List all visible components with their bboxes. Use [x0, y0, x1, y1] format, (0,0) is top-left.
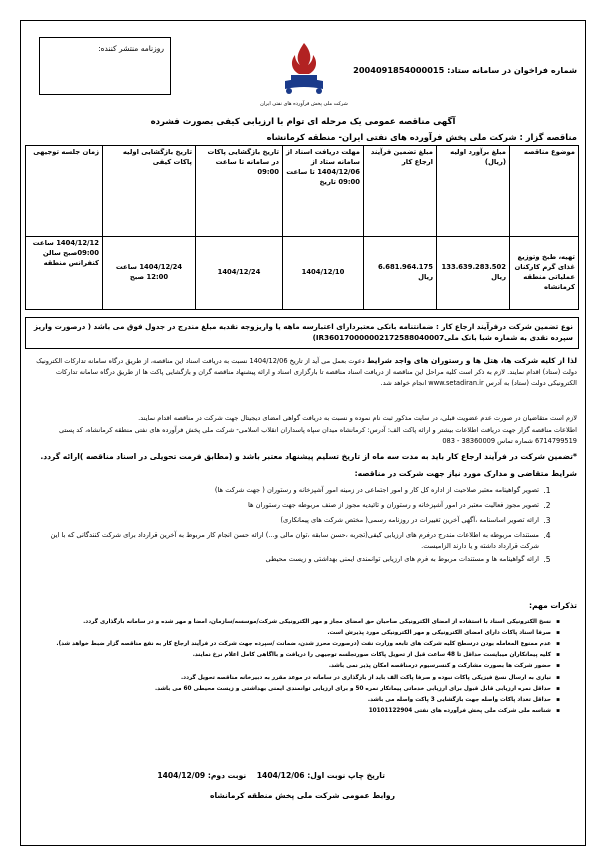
list-item: 3. ارائه تصویر اساسنامه ،آگهی آخرین تغییرات در روزنامه رسمی( مختص شرکت های پیمانکاری): [280, 516, 551, 525]
tender-table: [25, 145, 579, 310]
list-item: ▪ نیازی به ارسال نسخ فیزیکی پاکات نبوده و صرفا پاکت الف باید از بارگذاری در سامانه در موعد مقرر به دبیرخانه مناقصه تحویل گردد.: [35, 673, 565, 684]
bullet-icon: ▪: [556, 707, 560, 714]
list-item: ▪ شناسه ملی شرکت ملی پخش فرآورده های نفتی 10101122904: [35, 706, 565, 717]
print-date-second: 1404/12/09: [157, 771, 206, 780]
list-item: 2. تصویر مجوز فعالیت معتبر در امور آشپزخانه و رستوران و تائیدیه مجوز از صنف مربوطه جهت رستوران ها: [247, 501, 551, 510]
list-item: ▪ حداقل تعداد پاکات واصله جهت بازگشایی 3 پاکت واصله می باشد.: [35, 695, 565, 706]
bullet-icon: ▪: [556, 641, 560, 648]
cell-briefing: 1404/12/12 ساعت 09:00صبح سالن کنفرانس منطقه: [26, 237, 103, 310]
header-guarantee: مبلغ تضمین فرآیند ارجاع کار: [364, 146, 437, 237]
list-item: ▪ نسخ الکترونیکی اسناد با استفاده از امضای الکترونیکی صاحبان حق امضای مجاز و مهر الکترونیکی شرکت/موسسه/سازمان، امضا و مهر شده و در سامانه بارگذاری گردد.: [35, 617, 565, 628]
notes-title: تذکرات مهم:: [529, 601, 577, 610]
list-item: ▪ کلیه پیمانکاران میبایست حداقل تا 48 ساعت قبل از تحویل پاکات صورتجلسه توجیهی را دریافت و بااگاهی کامل اعلام نرخ نمایند.: [35, 650, 565, 661]
publisher-box: [39, 37, 171, 95]
cell-subject: تهیه، طبخ وتوزیع غذای گرم کارکنان عملیاتی منطقه کرمانشاه: [510, 237, 579, 310]
cell-doc-deadline: 1404/12/10: [283, 237, 364, 310]
bullet-icon: ▪: [556, 674, 560, 681]
list-item: 5. ارائه گواهینامه ها و مستندات مربوط به فرم های ارزیابی توانمندی ایمنی بهداشتی و زیست محیطی: [265, 555, 551, 565]
header-quality-opening: تاریخ بازگشایی اولیه پاکات کیفی: [103, 146, 196, 237]
flame-logo-icon: [273, 39, 335, 97]
requirements-list: [45, 485, 555, 569]
cell-estimate: 133.639.283.502 ریال: [437, 237, 510, 310]
header-doc-deadline: مهلت دریافت اسناد از سامانه ستاد از 1404/12/06 تا ساعت 09:00 تاریخ: [283, 146, 364, 237]
header-opening-date: تاریخ بازگشایی پاکات در سامانه تا ساعت 09:00: [196, 146, 283, 237]
invitation-paragraph: [29, 355, 577, 388]
print-dates: [157, 771, 385, 780]
guarantee-warning: *تضمین شرکت در فرآیند ارجاع کار باید به مدت سه ماه از تاریخ تسلیم پیشنهاد معتبر باشد و (مطابق فرمت تحویلی در اسناد مناقصه )ارائه گردد.: [40, 452, 577, 461]
announcement-page: [20, 20, 586, 846]
bullet-icon: ▪: [556, 696, 560, 703]
table-row: [26, 237, 579, 310]
tender-title: آگهی مناقصه عمومی یک مرحله ای توام با ارزیابی کیفی بصورت فشرده: [150, 117, 456, 127]
logo-caption: شرکت ملی پخش فرآورده های نفتی ایران: [260, 101, 348, 107]
call-number-label: شماره فراخوان در سامانه ستاد:: [447, 65, 577, 75]
cell-guarantee: 6.681.964.175 ریال: [364, 237, 437, 310]
bullet-icon: ▪: [556, 619, 560, 625]
conditions-title: شرایط متقاضی و مدارک مورد نیاز جهت شرکت در مناقصه:: [354, 469, 577, 478]
invitation-text: دعوت بعمل می آید از تاریخ 1404/12/06 نسبت به دریافت اسناد این مناقصه، از طریق درگاه سامانه تدارکات الکترونیک دولت (ستاد) اقدام نمایند. لازم به ذکر است کلیه مراحل این مناقصه از دریافت اسناد مناقصه تا بارگزاری اسناد و ارائه پیشنهاد مناقصه گران و بازگشایی پاکت ها از طریق درگاه سامانه تدارکات الکترونیکی دولت (ستاد) به آدرس www.setadiran.ir انجام خواهد شد.: [36, 357, 577, 387]
company-logo: [259, 39, 349, 113]
invitation-bold: لذا از کلیه شرکت ها، هتل ها و رستوران های واجد شرایط: [366, 356, 577, 365]
table-header-row: [26, 146, 579, 237]
notes-list: [35, 617, 565, 717]
bullet-icon: ▪: [556, 663, 560, 670]
call-number-value: 2004091854000015: [353, 65, 445, 75]
bullet-icon: ▪: [556, 652, 560, 659]
print-date-label: تاریخ چاپ نوبت اول:: [307, 771, 385, 780]
print-date-second-label: نوبت دوم:: [207, 771, 247, 780]
footer-signature: روابط عمومی شرکت ملی پخش منطقه کرمانشاه: [209, 791, 395, 800]
header-subject: موضوع مناقصه: [510, 146, 579, 237]
list-item: 1. تصویر گواهینامه معتبر صلاحیت از اداره کل کار و امور اجتماعی در زمینه امور آشپزخانه و رستوران ( جهت شرکت ها): [214, 486, 551, 495]
header-briefing: زمان جلسه توجیهی: [26, 146, 103, 237]
publisher-label: روزنامه منتشر کننده:: [98, 44, 164, 53]
list-item: ▪ صرفا اسناد پاکات دارای امضای الکترونیکی و مهر الکترونیکی مورد پذیرش است.: [35, 628, 565, 639]
print-date-first: 1404/12/06: [256, 771, 305, 780]
cell-quality-opening: 1404/12/24 ساعت 12:00 صبح: [103, 237, 196, 310]
list-item: 4. مستندات مربوطه به اطلاعات مندرج درفرم های ارزیابی کیفی(تجربه ،حسن سابقه ،توان مالی و...) ارائه حسن انجام کار مربوط به آخرین قرارداد برای شرکت کنندگانی که با این شرکت قرارداد داشته و یا دارند الزامیست.: [50, 531, 551, 550]
organizer-line: مناقصه گزار : شرکت ملی پخش فرآورده های نفتی ایران- منطقه کرمانشاه: [266, 132, 577, 142]
list-item: ▪ حداقل نمره ارزیابی قابل قبول برای ارزیابی خدماتی پیمانکار نمره 50 و برای ارزیابی توانمندی ایمنی بهداشتی و زیست محیطی 60 می باشد.: [35, 684, 565, 695]
guarantee-box: نوع تضمین شرکت درفرآیند ارجاع کار : ضمانتنامه بانکی معتبردارای اعتبارسه ماهه یا واریزوجه نقدبه مبلغ مندرج در جدول فوق می باشد ( درصورت واریز سپرده نقدی به شماره شبا بانک ملیIR360170000002172588040007): [25, 317, 579, 349]
bullet-icon: ▪: [556, 685, 560, 692]
contact-paragraph: اطلاعات مناقصه گزار جهت دریافت اطلاعات بیشتر و ارائه پاکت الف: آدرس: کرمانشاه میدان سپاه پاسداران انقلاب اسلامی- شرکت ملی پخش فرآورده های نفتی منطقه کرمانشاه، کد پستی 6714799519 شماره تماس 38360009 - 083: [58, 426, 577, 445]
call-number-line: [353, 65, 577, 75]
registration-paragraph: لازم است متقاضیان در صورت عدم عضویت قبلی، در سایت مذکور ثبت نام نموده و نسبت به دریافت گواهی امضای دیجیتال جهت شرکت در مناقصه اقدام نمایند.: [138, 414, 577, 422]
header-estimate: مبلغ برآورد اولیه (ریال): [437, 146, 510, 237]
list-item: ▪ حضور شرکت ها بصورت مشارکت و کنسرسیوم درمناقصه امکان پذیر نمی باشد.: [35, 661, 565, 672]
cell-opening-date: 1404/12/24: [196, 237, 283, 310]
bullet-icon: ▪: [556, 630, 560, 637]
list-item: ▪ عدم ممنوع المعامله بودن درسطح کلیه شرکت های تابعه وزارت نفت (درصورت محرز شدن، ضمانت /سپرده جهت شرکت در فرآیند ارجاع کار به نفع مناقصه گزار ضبط خواهد شد).: [35, 639, 565, 650]
